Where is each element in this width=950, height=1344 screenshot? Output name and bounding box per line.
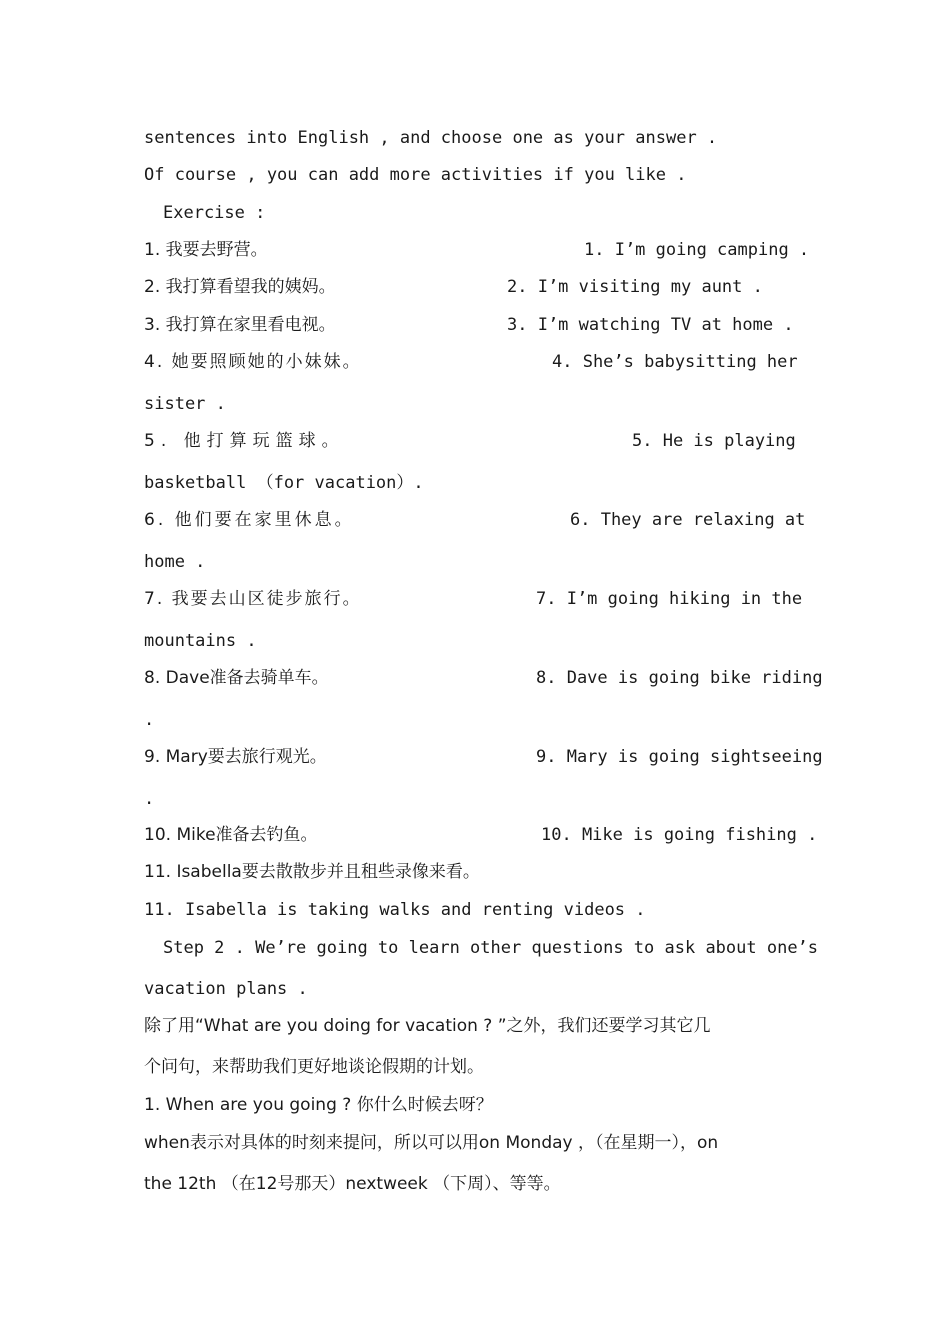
exercise-item-en: 2. I’m visiting my aunt . (507, 277, 763, 297)
exercise-item-zh: 10. Mike准备去钓鱼。 (144, 825, 318, 845)
exercise-item-en: 8. Dave is going bike riding (536, 668, 823, 688)
when-explanation-1: when表示对具体的时刻来提问，所以可以用on Monday ，（在星期一），on (144, 1133, 719, 1153)
exercise-item-en: 5. He is playing (632, 431, 796, 451)
exercise-item-en: 9. Mary is going sightseeing (536, 747, 823, 767)
exercise-item-en: 4. She’s babysitting her (552, 352, 798, 372)
exercise-item-en: 1. I’m going camping . (584, 240, 810, 260)
exercise-item-wrap: . (144, 789, 155, 809)
intro-line-2: Of course , you can add more activities if you like . (144, 165, 687, 185)
exercise-item-wrap: sister . (144, 394, 226, 414)
exercise-item-en: 7. I’m going hiking in the (536, 589, 803, 609)
exercise-heading: Exercise : (163, 203, 266, 223)
exercise-item-zh: 6. 他们要在家里休息。 (144, 510, 355, 530)
exercise-item-en: 6. They are relaxing at (570, 510, 806, 530)
exercise-item-en: 3. I’m watching TV at home . (507, 315, 794, 335)
exercise-item-zh: 5. 他打算玩篮球。 (144, 431, 345, 451)
exercise-item-en: 10. Mike is going fishing . (541, 825, 818, 845)
exercise-item-zh: 1. 我要去野营。 (144, 240, 268, 260)
exercise-item-wrap: mountains . (144, 631, 257, 651)
intro-line-1: sentences into English , and choose one as your answer . (144, 128, 718, 148)
exercise-item-11-en: 11. Isabella is taking walks and renting videos . (144, 900, 646, 920)
exercise-item-zh: 8. Dave准备去骑单车。 (144, 668, 329, 688)
exercise-item-zh: 3. 我打算在家里看电视。 (144, 315, 336, 335)
exercise-item-wrap: basketball （for vacation）. (144, 473, 424, 493)
step2-zh-line-2: 个问句，来帮助我们更好地谈论假期的计划。 (144, 1057, 484, 1077)
step2-zh-line-1: 除了用“What are you doing for vacation ? ”之外，我们还要学习其它几 (144, 1016, 711, 1036)
exercise-item-wrap: home . (144, 552, 206, 572)
exercise-item-zh: 2. 我打算看望我的姨妈。 (144, 277, 336, 297)
question-1: 1. When are you going ? 你什么时候去呀？ (144, 1095, 493, 1115)
exercise-item-zh: 7. 我要去山区徒步旅行。 (144, 589, 362, 609)
step2-line-2: vacation plans . (144, 979, 308, 999)
step2-line-1: Step 2 . We’re going to learn other questions to ask about one’s (163, 938, 819, 958)
exercise-item-11-zh: 11. Isabella要去散散步并且租些录像来看。 (144, 862, 480, 882)
exercise-item-zh: 4. 她要照顾她的小妹妹。 (144, 352, 362, 372)
when-explanation-2: the 12th （在12号那天）nextweek （下周）、等等。 (144, 1174, 561, 1194)
exercise-item-zh: 9. Mary要去旅行观光。 (144, 747, 327, 767)
exercise-item-wrap: . (144, 710, 155, 730)
